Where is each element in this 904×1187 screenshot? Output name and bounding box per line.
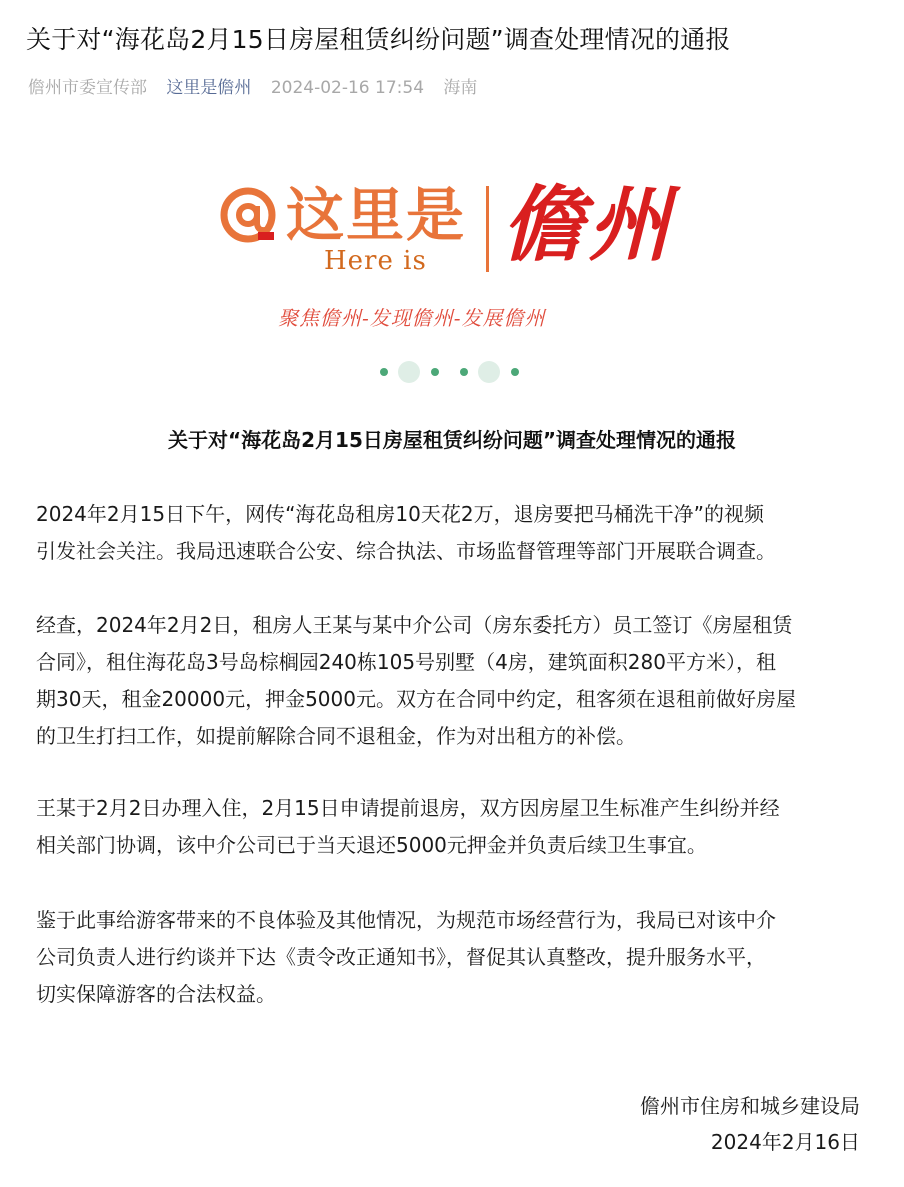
paragraph-line: 的卫生打扫工作，如提前解除合同不退租金，作为对出租方的补偿。 (36, 724, 636, 748)
signature-org: 儋州市住房和城乡建设局 (640, 1094, 860, 1118)
location: 海南 (443, 78, 478, 98)
banner-en-text: Here is (324, 246, 427, 276)
banner-image (118, 140, 786, 390)
at-logo-icon (218, 184, 278, 244)
paragraph (36, 607, 870, 755)
banner-zh-text: 这里是 (286, 181, 467, 249)
paragraph-line: 合同》，租住海花岛3号岛棕榈园240栋105号别墅（4房，建筑面积280平方米），租 (36, 650, 776, 674)
signature-date: 2024年2月16日 (710, 1130, 860, 1154)
section-heading: 关于对“海花岛2月15日房屋租赁纠纷问题”调查处理情况的通报 (167, 428, 737, 452)
banner-slogan: 聚焦儋州-发现儋州-发展儋州 (278, 306, 546, 330)
paragraph-line: 期30天，租金20000元，押金5000元。双方在合同中约定，租客须在退租前做好房屋 (36, 687, 796, 711)
article-title: 关于对“海花岛2月15日房屋租赁纠纷问题”调查处理情况的通报 (26, 25, 731, 54)
paragraph-line: 切实保障游客的合法权益。 (36, 982, 276, 1006)
paragraph (36, 902, 870, 1013)
publish-time: 2024-02-16 17:54 (270, 78, 425, 98)
author: 儋州市委宣传部 (28, 78, 147, 98)
banner-divider (486, 186, 489, 272)
paragraph-line: 相关部门协调，该中介公司已于当天退还5000元押金并负责后续卫生事宜。 (36, 833, 707, 857)
paragraph-line: 经查，2024年2月2日，租房人王某与某中介公司（房东委托方）员工签订《房屋租赁 (36, 613, 793, 637)
carousel-dot[interactable] (398, 361, 420, 383)
paragraph-line: 2024年2月15日下午，网传“海花岛租房10天花2万，退房要把马桶洗干净”的视频 (36, 502, 764, 526)
carousel-dot[interactable] (511, 368, 519, 376)
carousel-dots (380, 361, 530, 383)
carousel-dot[interactable] (460, 368, 468, 376)
paragraph-line: 鉴于此事给游客带来的不良体验及其他情况，为规范市场经营行为，我局已对该中介 (36, 908, 776, 932)
carousel-dot[interactable] (380, 368, 388, 376)
banner-city-text: 儋州 (502, 177, 674, 273)
paragraph-line: 公司负责人进行约谈并下达《责令改正通知书》，督促其认真整改，提升服务水平， (36, 945, 766, 969)
carousel-dot[interactable] (478, 361, 500, 383)
carousel-dot[interactable] (431, 368, 439, 376)
paragraph-line: 引发社会关注。我局迅速联合公安、综合执法、市场监督管理等部门开展联合调查。 (36, 539, 776, 563)
article-meta (28, 76, 491, 100)
account-link[interactable]: 这里是儋州 (166, 78, 252, 98)
paragraph-line: 王某于2月2日办理入住，2月15日申请提前退房，双方因房屋卫生标准产生纠纷并经 (36, 796, 780, 820)
paragraph (36, 790, 870, 864)
paragraph (36, 496, 870, 570)
